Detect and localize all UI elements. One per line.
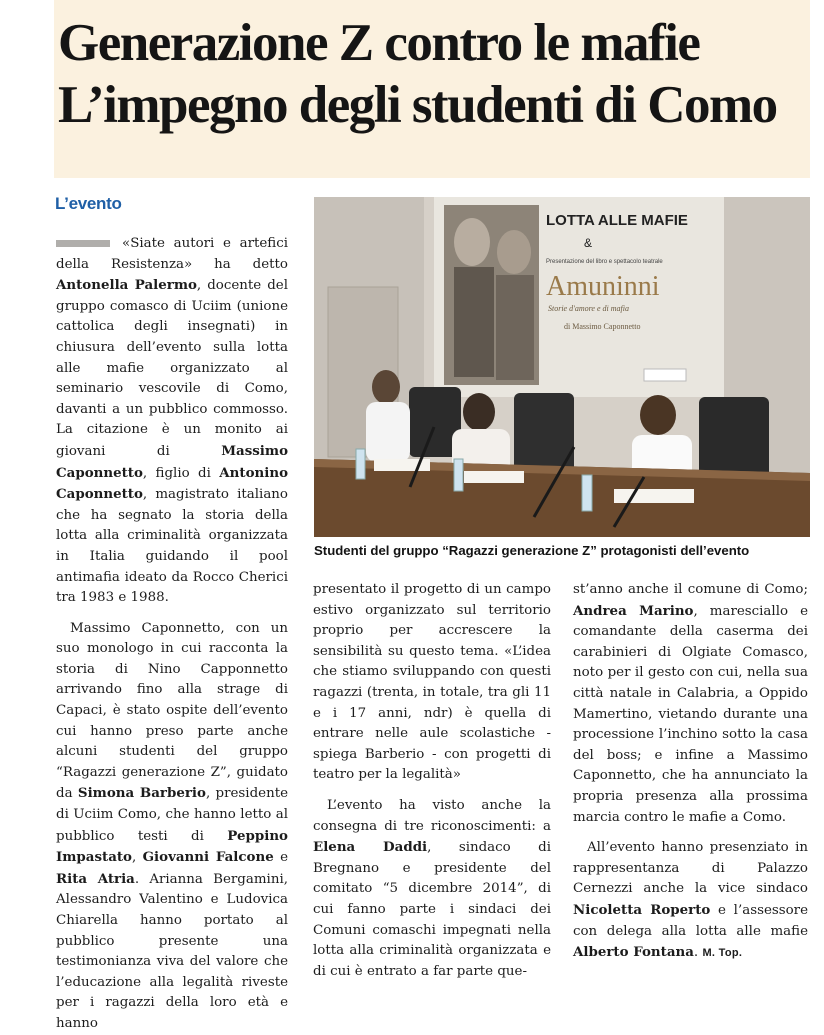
paragraph: All’evento hanno presenziato in rappresentanza di Palazzo Cernezzi anche la vice sindaco Nicoletta Roperto e l’assessore con delega alla lotta alle mafie Alberto Fontana. M. Top. bbox=[573, 840, 808, 961]
screen-book: Amuninni bbox=[546, 271, 660, 302]
photo-caption: Studenti del gruppo “Ragazzi generazione Z” protagonisti dell’evento bbox=[314, 543, 750, 558]
paragraph: st’anno anche il comune di Como; Andrea Marino, maresciallo e comandante della caserma dei carabinieri di Olgiate Comasco, noto per il gesto con cui, nella sua città natale in Calabria, a Oppido Mamertino, vietando durante una processione l’inchino sotto la casa del boss; e infine a Massimo Caponnetto, che ha annunciato la propria presenza alla prossima marcia contro le mafie a Como. bbox=[573, 582, 808, 825]
paragraph: «Siate autori e artefici della Resistenza» ha detto Antonella Palermo, docente del gruppo comasco di Uciim (unione cattolica degli insegnati) in chiusura dell’evento sulla lotta alle mafie organizzato al seminario vescovile di Como, davanti a un pubblico commosso. La citazione è un monito ai giovani di Massimo Caponnetto, figlio di Antonino Caponnetto, magistrato italiano che ha segnato la storia della lotta alla criminalità organizzata in Italia guidando il pool antimafia ideato da Rocco Cherici tra 1983 e 1988. bbox=[56, 236, 288, 606]
article-column-2 bbox=[313, 580, 551, 982]
paragraph: Massimo Caponnetto, con un suo monologo in cui racconta la storia di Nino Capponnetto arrivando fino alla strage di Capaci, è stato ospite dell’evento cui hanno preso parte anche alcuni studenti del gruppo “Ragazzi generazione Z”, guidato da Simona Barberio, presidente di Uciim Como, che hanno letto al pubblico testi di Peppino Impastato, Giovanni Falcone e Rita Atria. Arianna Bergamini, Alessandro Valentino e Ludovica Chiarella hanno portato al pubblico presente una testimonianza viva del valore che l’educazione alla legalità riveste per i ragazzi della loro età e hanno bbox=[56, 620, 289, 1031]
lead-bar bbox=[56, 240, 110, 247]
section-label: L’evento bbox=[55, 194, 122, 213]
headline bbox=[58, 12, 810, 136]
headline-line-1: Generazione Z contro le mafie bbox=[58, 14, 700, 72]
paragraph: L’evento ha visto anche la consegna di tre riconoscimenti: a Elena Daddi, sindaco di Bregnano e presidente del comitato “5 dicembre 2014”, di cui fanno parte i sindaci dei Comuni comaschi impegnati nella lotta alla criminalità organizzata e di cui è entrato a far parte que- bbox=[313, 797, 551, 979]
article-column-3 bbox=[573, 580, 808, 964]
event-photo-illustration bbox=[314, 197, 810, 537]
screen-subtitle: Presentazione del libro e spettacolo teatrale bbox=[546, 259, 663, 265]
screen-book-sub: Storie d'amore e di mafia bbox=[548, 304, 629, 313]
screen-title: LOTTA ALLE MAFIE bbox=[546, 212, 688, 229]
headline-line-2: L’impegno degli studenti di Como bbox=[58, 76, 777, 134]
screen-author: di Massimo Caponnetto bbox=[564, 322, 641, 331]
screen-amp: & bbox=[584, 236, 593, 250]
event-photo bbox=[314, 197, 810, 537]
article-column-1 bbox=[56, 234, 288, 1035]
paragraph: presentato il progetto di un campo estivo organizzato sul territorio proprio per accrescere la sensibilità su questo tema. «L’idea che stiamo sviluppando con questi ragazzi (trenta, in totale, tra gli 11 e i 17 anni, ndr) è quella di entrare nelle aule scolastiche - spiega Barberio - con progetti di teatro per la legalità» bbox=[313, 582, 551, 783]
author-signature: M. Top. bbox=[702, 947, 743, 960]
